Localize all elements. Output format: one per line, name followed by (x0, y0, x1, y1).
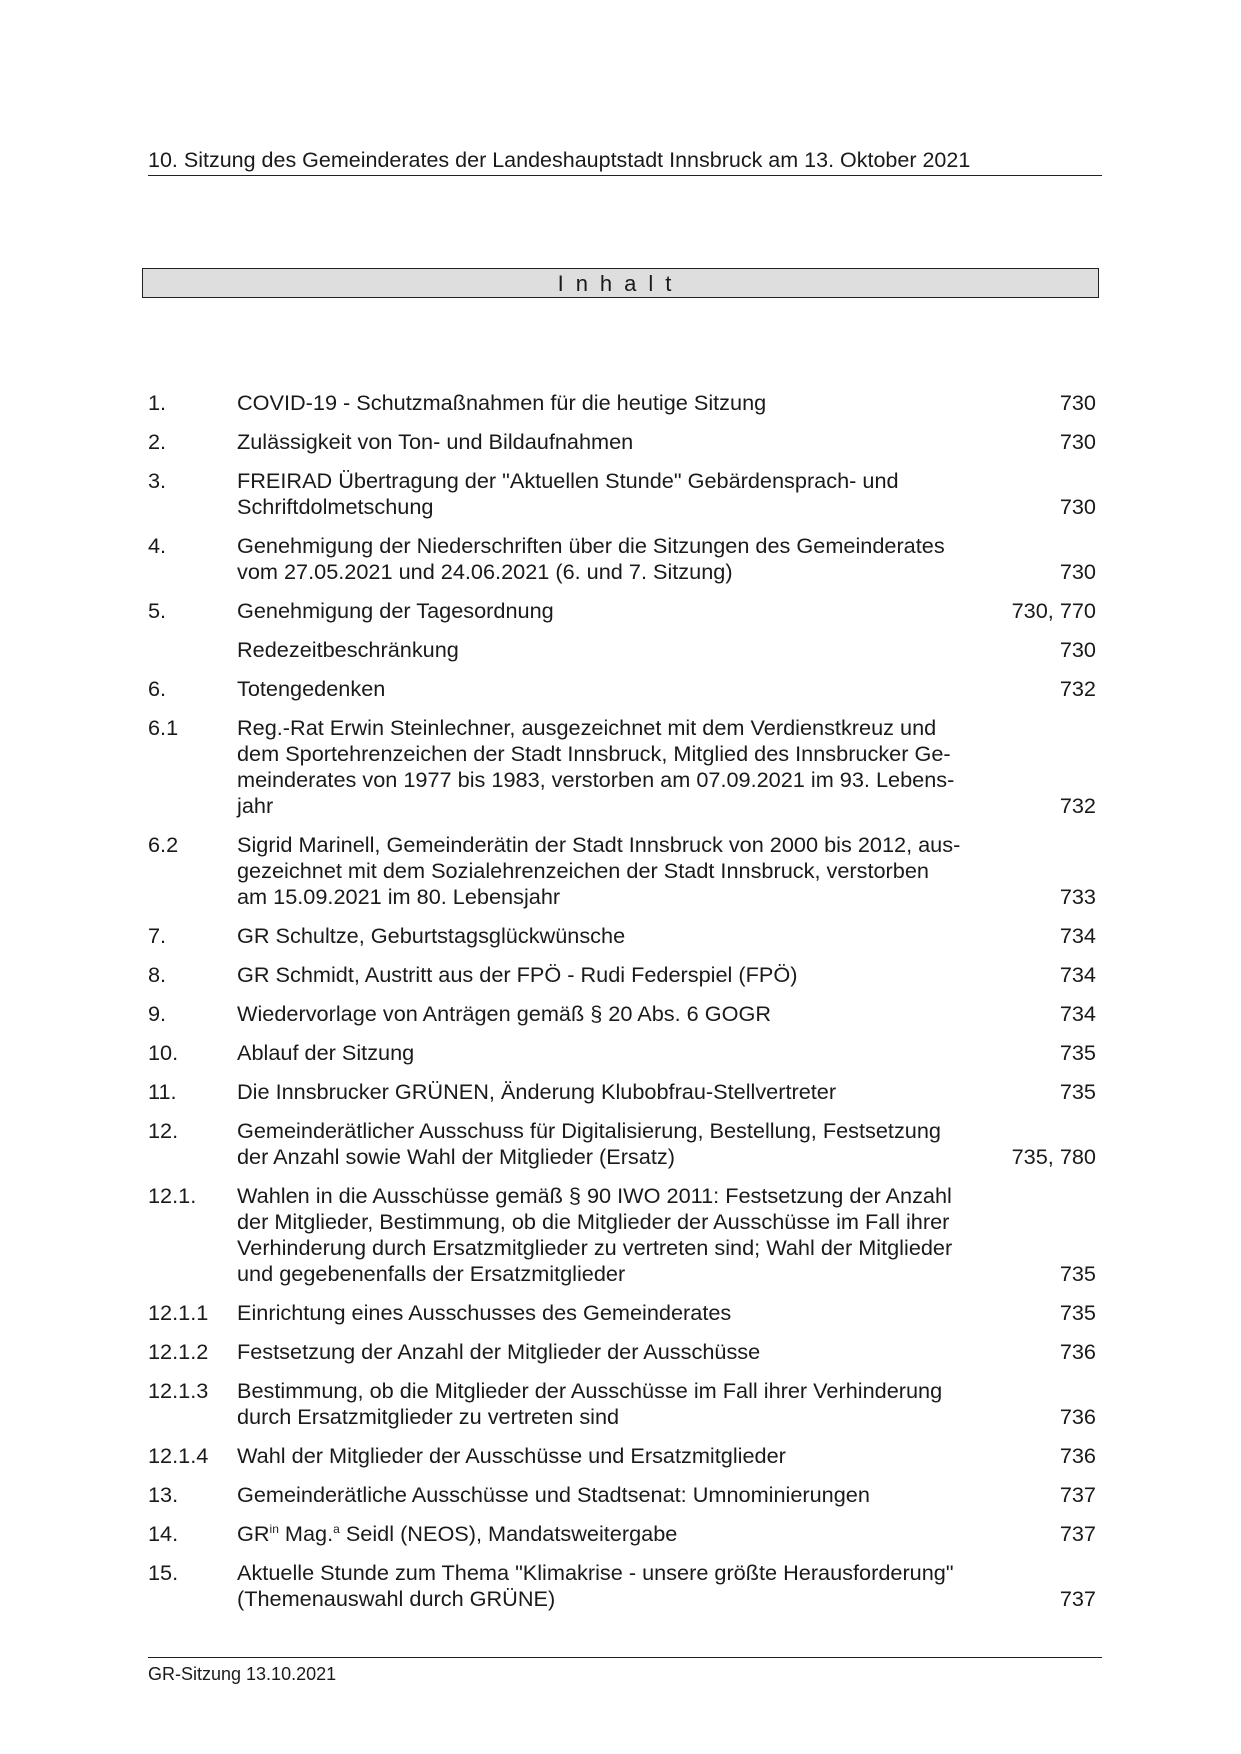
toc-entry-number: 5. (148, 598, 167, 623)
toc-entry-title (237, 1300, 1052, 1326)
toc-entry-title-line: meinderates von 1977 bis 1983, verstorben am 07.09.2021 im 93. Lebens- (237, 767, 955, 792)
toc-entry-title (237, 1079, 1052, 1105)
toc-entry-page: 735 (1059, 1040, 1096, 1065)
toc-entry-number: 14. (148, 1521, 179, 1546)
toc-entry-title-line (237, 1521, 1052, 1547)
toc-entry-number: 15. (148, 1560, 179, 1585)
toc-entry-number: 9. (148, 1001, 167, 1026)
toc-entry (148, 1521, 1096, 1547)
toc-entry-number: 10. (148, 1040, 179, 1065)
toc-entry-number: 1. (148, 390, 167, 415)
toc-entry-number: 6. (148, 676, 167, 701)
table-of-contents (148, 390, 1096, 1625)
toc-entry-page: 736 (1059, 1404, 1096, 1429)
toc-entry-title-line: (Themenauswahl durch GRÜNE) (237, 1586, 556, 1611)
toc-entry-title-line: Sigrid Marinell, Gemeinderätin der Stadt Innsbruck von 2000 bis 2012, aus- (237, 832, 961, 857)
toc-entry-number: 2. (148, 429, 167, 454)
toc-entry-title-line: GR Schultze, Geburtstagsglückwünsche (237, 923, 626, 948)
toc-entry-title-line: jahr (237, 793, 274, 818)
toc-entry-title-part: in (269, 1521, 279, 1536)
toc-entry (148, 676, 1096, 702)
toc-entry-title-line: Zulässigkeit von Ton- und Bildaufnahmen (237, 429, 634, 454)
toc-entry (148, 533, 1096, 585)
toc-entry-page: 730 (1059, 390, 1096, 415)
toc-entry (148, 1378, 1096, 1430)
toc-entry-title-part: Seidl (NEOS), Mandatsweitergabe (339, 1521, 678, 1546)
toc-entry-title-line: FREIRAD Übertragung der "Aktuellen Stunde" Gebärdensprach- und (237, 468, 899, 493)
toc-entry-title-part: a (333, 1521, 340, 1536)
toc-entry-title (237, 1040, 1052, 1066)
toc-entry (148, 468, 1096, 520)
toc-entry-title (237, 637, 1052, 663)
toc-entry-title-line: COVID-19 - Schutzmaßnahmen für die heutige Sitzung (237, 390, 767, 415)
toc-entry-title (237, 1482, 1052, 1508)
toc-entry-page: 732 (1059, 676, 1096, 701)
toc-entry-title-line: Verhinderung durch Ersatzmitglieder zu vertreten sind; Wahl der Mitglieder (237, 1235, 953, 1260)
toc-entry-title (237, 1378, 1052, 1430)
toc-entry-title-line: am 15.09.2021 im 80. Lebensjahr (237, 884, 561, 909)
toc-entry-page: 730 (1059, 559, 1096, 584)
toc-entry-page: 730, 770 (1011, 598, 1096, 623)
toc-entry-page: 735 (1059, 1261, 1096, 1286)
toc-entry-page: 737 (1059, 1482, 1096, 1507)
toc-entry-title (237, 1443, 1052, 1469)
toc-entry-number: 12.1.3 (148, 1378, 209, 1403)
toc-entry (148, 1300, 1096, 1326)
toc-entry (148, 1001, 1096, 1027)
toc-entry-title-part: GR (237, 1521, 270, 1546)
toc-entry-title (237, 598, 1004, 624)
toc-entry (148, 1339, 1096, 1365)
toc-entry-page: 732 (1059, 793, 1096, 818)
toc-entry-title (237, 832, 1052, 910)
toc-entry-title-line: Die Innsbrucker GRÜNEN, Änderung Klubobfrau-Stellvertreter (237, 1079, 837, 1104)
toc-entry-title (237, 533, 1052, 585)
toc-entry-page: 734 (1059, 1001, 1096, 1026)
toc-entry-title (237, 390, 1052, 416)
toc-entry-title (237, 1560, 1052, 1612)
toc-entry-page: 735 (1059, 1079, 1096, 1104)
toc-entry-page: 730 (1059, 429, 1096, 454)
toc-entry-number: 12.1.1 (148, 1300, 209, 1325)
toc-entry-title-line: Einrichtung eines Ausschusses des Gemeinderates (237, 1300, 732, 1325)
toc-entry-title-line: Wahl der Mitglieder der Ausschüsse und Ersatzmitglieder (237, 1443, 786, 1468)
toc-entry-number: 8. (148, 962, 167, 987)
toc-entry (148, 429, 1096, 455)
toc-entry-page: 734 (1059, 962, 1096, 987)
section-heading-box (142, 268, 1099, 298)
toc-entry-page: 730 (1059, 494, 1096, 519)
toc-entry (148, 923, 1096, 949)
toc-entry-title-line: gezeichnet mit dem Sozialehrenzeichen der Stadt Innsbruck, verstorben (237, 858, 929, 883)
toc-entry-title (237, 1521, 1052, 1547)
toc-entry-title (237, 468, 1052, 520)
toc-entry-title-line: Festsetzung der Anzahl der Mitglieder der Ausschüsse (237, 1339, 761, 1364)
toc-entry-page: 737 (1059, 1521, 1096, 1546)
toc-entry-number: 11. (148, 1079, 177, 1104)
toc-entry-title-line: Wiedervorlage von Anträgen gemäß § 20 Abs. 6 GOGR (237, 1001, 772, 1026)
toc-entry-number: 3. (148, 468, 167, 493)
toc-entry-page: 735, 780 (1011, 1144, 1096, 1169)
toc-entry-page: 730 (1059, 637, 1096, 662)
toc-entry-title-line: Gemeinderätlicher Ausschuss für Digitalisierung, Bestellung, Festsetzung (237, 1118, 941, 1143)
toc-entry-title-line: Aktuelle Stunde zum Thema "Klimakrise - unsere größte Herausforderung" (237, 1560, 954, 1585)
toc-entry (148, 1040, 1096, 1066)
toc-entry (148, 637, 1096, 663)
toc-entry-page: 736 (1059, 1443, 1096, 1468)
toc-entry-title-line: Totengedenken (237, 676, 386, 701)
toc-entry (148, 1482, 1096, 1508)
toc-entry (148, 962, 1096, 988)
toc-entry-number: 12.1.2 (148, 1339, 209, 1364)
toc-entry (148, 390, 1096, 416)
toc-entry-title-line: und gegebenenfalls der Ersatzmitglieder (237, 1261, 626, 1286)
section-heading: Inhalt (557, 271, 684, 296)
toc-entry-page: 736 (1059, 1339, 1096, 1364)
toc-entry-title (237, 1118, 1004, 1170)
toc-entry-title (237, 676, 1052, 702)
toc-entry-title-line: Redezeitbeschränkung (237, 637, 459, 662)
toc-entry-title-line: Reg.-Rat Erwin Steinlechner, ausgezeichnet mit dem Verdienstkreuz und (237, 715, 937, 740)
page-header: 10. Sitzung des Gemeinderates der Landeshauptstadt Innsbruck am 13. Oktober 2021 (148, 148, 1102, 176)
toc-entry-number: 4. (148, 533, 167, 558)
toc-entry-page: 737 (1059, 1586, 1096, 1611)
toc-entry-title-part: Mag. (278, 1521, 334, 1546)
toc-entry-title-line: der Mitglieder, Bestimmung, ob die Mitglieder der Ausschüsse im Fall ihrer (237, 1209, 950, 1234)
toc-entry (148, 1183, 1096, 1287)
toc-entry-title (237, 1001, 1052, 1027)
toc-entry (148, 1560, 1096, 1612)
toc-entry (148, 1443, 1096, 1469)
toc-entry-title-line: Bestimmung, ob die Mitglieder der Ausschüsse im Fall ihrer Verhinderung (237, 1378, 943, 1403)
toc-entry (148, 598, 1096, 624)
toc-entry-title-line: vom 27.05.2021 und 24.06.2021 (6. und 7. Sitzung) (237, 559, 733, 584)
toc-entry-title (237, 962, 1052, 988)
toc-entry-title (237, 1183, 1052, 1287)
toc-entry-title-line: Genehmigung der Tagesordnung (237, 598, 554, 623)
toc-entry-page: 735 (1059, 1300, 1096, 1325)
page-footer: GR-Sitzung 13.10.2021 (148, 1657, 1102, 1685)
toc-entry-number: 12. (148, 1118, 179, 1143)
toc-entry-title (237, 923, 1052, 949)
toc-entry-number: 7. (148, 923, 167, 948)
toc-entry-number: 12.1.4 (148, 1443, 209, 1468)
toc-entry-title-line: der Anzahl sowie Wahl der Mitglieder (Ersatz) (237, 1144, 675, 1169)
toc-entry (148, 715, 1096, 819)
toc-entry-title-line: Wahlen in die Ausschüsse gemäß § 90 IWO 2011: Festsetzung der Anzahl (237, 1183, 952, 1208)
toc-entry-title (237, 715, 1052, 819)
toc-entry-title (237, 429, 1052, 455)
toc-entry-title-line: Ablauf der Sitzung (237, 1040, 415, 1065)
toc-entry-title (237, 1339, 1052, 1365)
toc-entry (148, 1079, 1096, 1105)
toc-entry-title-line: dem Sportehrenzeichen der Stadt Innsbruck, Mitglied des Innsbrucker Ge- (237, 741, 951, 766)
toc-entry-number: 12.1. (148, 1183, 197, 1208)
toc-entry-title-line: GR Schmidt, Austritt aus der FPÖ - Rudi Federspiel (FPÖ) (237, 962, 798, 987)
toc-entry-page: 733 (1059, 884, 1096, 909)
toc-entry-number: 13. (148, 1482, 179, 1507)
toc-entry-title-line: Genehmigung der Niederschriften über die Sitzungen des Gemeinderates (237, 533, 945, 558)
toc-entry (148, 1118, 1096, 1170)
toc-entry-number: 6.1 (148, 715, 179, 740)
toc-entry-title-line: Gemeinderätliche Ausschüsse und Stadtsenat: Umnominierungen (237, 1482, 870, 1507)
toc-entry (148, 832, 1096, 910)
toc-entry-title-line: durch Ersatzmitglieder zu vertreten sind (237, 1404, 620, 1429)
toc-entry-title-line: Schriftdolmetschung (237, 494, 434, 519)
toc-entry-page: 734 (1059, 923, 1096, 948)
toc-entry-number: 6.2 (148, 832, 179, 857)
